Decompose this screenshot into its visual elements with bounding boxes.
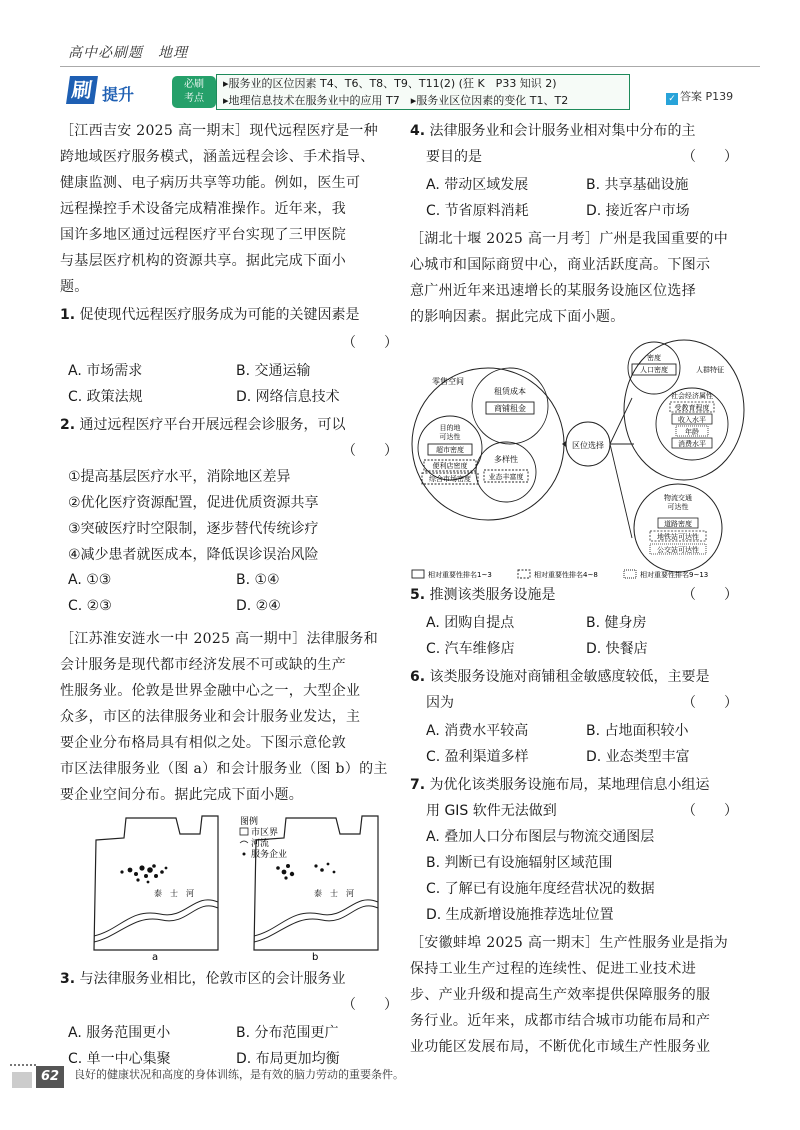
option-a[interactable]: A. 叠加人口分布图层与物流交通图层	[426, 829, 655, 845]
question-text: 该类服务设施对商铺租金敏感度较低，主要是	[429, 669, 710, 685]
legend-firm-swatch	[243, 853, 246, 856]
bus-item: 公交站可达性	[657, 546, 699, 554]
option-d[interactable]: D. 业态类型丰富	[586, 749, 690, 765]
footer-decoration	[10, 1064, 36, 1068]
material-3-line: 心城市和国际商贸中心，商业活跃度高。下图示	[410, 257, 711, 273]
answer-blank[interactable]: （ ）	[342, 997, 398, 1013]
question-text: 通过远程医疗平台开展远程会诊服务，可以	[79, 417, 346, 433]
option-d[interactable]: D. 接近客户市场	[586, 203, 690, 219]
badge-line-1: 必刷	[184, 79, 204, 90]
city-boundary-a	[94, 816, 218, 950]
question-4-cont: 要目的是	[426, 149, 482, 165]
map-a-river-label: 泰 士 河	[154, 889, 194, 898]
legend-rank3: 相对重要性排名9~13	[640, 571, 709, 579]
river-b-bank	[254, 906, 378, 942]
reach-title: 目的地可达性	[439, 424, 461, 441]
option-a[interactable]: A. 带动区域发展	[426, 177, 529, 193]
crowd-title: 人群特征	[696, 366, 724, 374]
river-a	[94, 900, 218, 936]
key-point-2: ▸地理信息技术在服务业中的应用 T7	[223, 94, 400, 107]
key-points-box	[216, 74, 630, 110]
option-b[interactable]: B. 占地面积较小	[586, 723, 689, 739]
density-title: 密度	[647, 354, 661, 362]
question-text: 促使现代远程医疗服务成为可能的关键因素是	[79, 307, 360, 323]
conv-item: 便利店密度	[432, 462, 468, 470]
key-point-3: ▸服务业区位因素的变化 T1、T2	[410, 94, 569, 107]
map-a-label: a	[152, 952, 159, 962]
check-icon: ✓	[666, 93, 678, 105]
answer-ref	[666, 88, 733, 105]
diversity-item: 业态丰富度	[488, 473, 524, 481]
material-4-line: ［安徽蚌埠 2025 高一期末］生产性服务业是指为	[410, 935, 729, 951]
brand-logo	[68, 76, 168, 106]
material-4-line: 步、产业升级和提高生产效率提供保障服务的服	[410, 987, 711, 1003]
material-3-line: ［湖北十堰 2025 高一月考］广州是我国重要的中	[410, 231, 729, 247]
question-number: 5.	[410, 587, 426, 603]
material-1-line: ［江西吉安 2025 高一期末］现代远程医疗是一种	[60, 123, 379, 139]
question-number: 6.	[410, 669, 426, 685]
brand-small: 提升	[102, 85, 135, 104]
material-1-line: 健康监测、电子病历共享等功能。例如，医生可	[60, 175, 361, 191]
question-number: 1.	[60, 307, 76, 323]
answer-blank[interactable]: （ ）	[682, 695, 738, 711]
material-2-line: 市区法律服务业（图 a）和会计服务业（图 b）的主	[60, 761, 388, 777]
question-7-cont: 用 GIS 软件无法做到	[426, 803, 557, 819]
footer-square	[12, 1072, 32, 1088]
pop-item: 人口密度	[640, 366, 668, 374]
option-a[interactable]: A. 服务范围更小	[68, 1025, 171, 1041]
rent-item: 商铺租金	[494, 404, 526, 413]
option-b[interactable]: B. ①④	[236, 572, 280, 588]
statement-item: ③突破医疗时空限制，逐步替代传统诊疗	[68, 521, 319, 537]
traffic-title: 物流交通可达性	[664, 494, 692, 511]
location-factor-diagram	[410, 338, 750, 582]
option-d[interactable]: D. 布局更加均衡	[236, 1051, 340, 1067]
material-4-line: 业功能区发展布局，不断优化市域生产性服务业	[410, 1039, 711, 1055]
diversity-title: 多样性	[494, 455, 518, 464]
option-a[interactable]: A. 团购自提点	[426, 615, 515, 631]
mall-item: 综合市场密度	[429, 475, 471, 483]
firms-a	[120, 864, 167, 883]
london-maps-figure	[90, 810, 390, 962]
question-text: 推测该类服务设施是	[429, 587, 556, 603]
question-1	[60, 304, 360, 324]
arrow-lower	[610, 444, 632, 538]
key-points-badge	[172, 76, 216, 108]
footer-motto: 良好的健康状况和高度的身体训练，是有效的脑力劳动的重要条件。	[74, 1068, 404, 1081]
answer-blank[interactable]: （ ）	[682, 803, 738, 819]
legend-rank1-swatch	[412, 570, 424, 578]
legend-rank2-swatch	[518, 570, 530, 578]
answer-blank[interactable]: （ ）	[682, 587, 738, 603]
option-c[interactable]: C. 汽车维修店	[426, 641, 515, 657]
question-number: 4.	[410, 123, 426, 139]
cons-item: 消费水平	[678, 440, 706, 448]
material-1-line: 题。	[60, 279, 89, 295]
option-c[interactable]: C. ②③	[68, 598, 112, 614]
material-2-line: 会计服务是现代都市经济发展不可或缺的生产	[60, 657, 346, 673]
question-number: 2.	[60, 417, 76, 433]
option-d[interactable]: D. ②④	[236, 598, 281, 614]
statement-item: ①提高基层医疗水平，消除地区差异	[68, 469, 291, 485]
social-title: 社会经济属性	[671, 392, 713, 400]
material-2-line: 要企业分布格局具有相似之处。下图示意伦敦	[60, 735, 346, 751]
metro-item: 地铁站可达性	[657, 533, 699, 541]
firms-b	[276, 863, 335, 880]
legend-river: 河流	[251, 839, 270, 849]
badge-line-2: 考点	[184, 93, 204, 104]
map-b-label: b	[312, 952, 319, 962]
statement-item: ②优化医疗资源配置，促进优质资源共享	[68, 495, 319, 511]
question-3	[60, 968, 346, 988]
option-c[interactable]: C. 政策法规	[68, 389, 143, 405]
option-d[interactable]: D. 生成新增设施推荐选址位置	[426, 907, 614, 923]
answer-blank[interactable]: （ ）	[342, 443, 398, 459]
option-a[interactable]: A. 市场需求	[68, 363, 143, 379]
option-d[interactable]: D. 快餐店	[586, 641, 648, 657]
question-2	[60, 414, 346, 434]
material-2-line: ［江苏淮安涟水一中 2025 高一期中］法律服务和	[60, 631, 379, 647]
material-3-line: 的影响因素。据此完成下面小题。	[410, 309, 625, 325]
center-label: 区位选择	[572, 441, 604, 450]
legend-firm: 服务企业	[251, 850, 288, 860]
option-c[interactable]: C. 盈利渠道多样	[426, 749, 529, 765]
question-4	[410, 120, 696, 140]
material-3-line: 意广州近年来迅速增长的某服务设施区位选择	[410, 283, 696, 299]
right-column	[410, 120, 750, 1060]
question-text: 为优化该类服务设施布局，某地理信息小组运	[429, 777, 710, 793]
legend-rank1: 相对重要性排名1~3	[428, 571, 492, 579]
question-6	[410, 666, 710, 686]
option-b[interactable]: B. 健身房	[586, 615, 647, 631]
question-text: 法律服务业和会计服务业相对集中分布的主	[429, 123, 696, 139]
inc-item: 收入水平	[678, 416, 706, 424]
answer-page: 答案 P139	[680, 90, 734, 103]
question-number: 7.	[410, 777, 426, 793]
material-1-line: 跨地域医疗服务模式，涵盖远程会诊、手术指导、	[60, 149, 375, 165]
question-number: 3.	[60, 971, 76, 987]
edu-item: 受教育程度	[674, 404, 710, 412]
legend-boundary: 市区界	[251, 828, 279, 838]
question-6-cont: 因为	[426, 695, 454, 711]
legend-rank2: 相对重要性排名4~8	[534, 571, 598, 579]
statement-item: ④减少患者就医成本，降低误诊误治风险	[68, 547, 319, 563]
rent-title: 租赁成本	[494, 387, 526, 396]
map-b-river-label: 泰 士 河	[314, 889, 354, 898]
legend-title: 图例	[240, 817, 259, 827]
key-point-1: ▸服务业的区位因素 T4、T6、T8、T9、T11(2) (狂 K P33 知识 2)	[223, 77, 557, 90]
option-c[interactable]: C. 了解已有设施年度经营状况的数据	[426, 881, 655, 897]
option-c[interactable]: C. 单一中心集聚	[68, 1051, 171, 1067]
reach-item: 超市密度	[436, 446, 464, 454]
river-b	[254, 900, 378, 936]
river-a-bank	[94, 906, 218, 942]
question-7	[410, 774, 710, 794]
answer-blank[interactable]: （ ）	[682, 149, 738, 165]
diversity-circle	[476, 442, 536, 502]
material-2-line: 性服务业。伦敦是世界金融中心之一，大型企业	[60, 683, 361, 699]
road-item: 道路密度	[664, 520, 692, 528]
material-4-line: 务行业。近年来，成都市结合城市功能布局和产	[410, 1013, 711, 1029]
header-divider	[60, 66, 760, 67]
material-4-line: 保持工业生产过程的连续性、促进工业技术进	[410, 961, 696, 977]
option-b[interactable]: B. 分布范围更广	[236, 1025, 339, 1041]
material-2-line: 要企业空间分布。据此完成下面小题。	[60, 787, 304, 803]
material-1-line: 国许多地区通过远程医疗平台实现了三甲医院	[60, 227, 346, 243]
book-title: 高中必刷题 地理	[68, 45, 188, 61]
option-b[interactable]: B. 共享基础设施	[586, 177, 689, 193]
option-a[interactable]: A. 消费水平较高	[426, 723, 529, 739]
answer-blank[interactable]: （ ）	[342, 335, 398, 351]
age-item: 年龄	[685, 428, 699, 436]
material-1-line: 与基层医疗机构的资源共享。据此完成下面小	[60, 253, 346, 269]
option-a[interactable]: A. ①③	[68, 572, 112, 588]
option-b[interactable]: B. 交通运输	[236, 363, 311, 379]
option-d[interactable]: D. 网络信息技术	[236, 389, 340, 405]
retail-space-title: 零售空间	[432, 377, 464, 386]
material-1-line: 远程操控手术设备完成精准操作。近年来，我	[60, 201, 346, 217]
option-b[interactable]: B. 判断已有设施辐射区域范围	[426, 855, 613, 871]
material-2-line: 众多，市区的法律服务业和会计服务业发达，主	[60, 709, 361, 725]
legend-river-swatch	[240, 841, 248, 843]
left-column	[60, 120, 400, 1067]
question-5	[410, 584, 556, 604]
page-number: 62	[36, 1066, 64, 1088]
legend-boundary-swatch	[240, 828, 248, 835]
question-text: 与法律服务业相比，伦敦市区的会计服务业	[79, 971, 346, 987]
option-c[interactable]: C. 节省原料消耗	[426, 203, 529, 219]
legend-rank3-swatch	[624, 570, 636, 578]
brand-big: 刷	[66, 76, 98, 104]
